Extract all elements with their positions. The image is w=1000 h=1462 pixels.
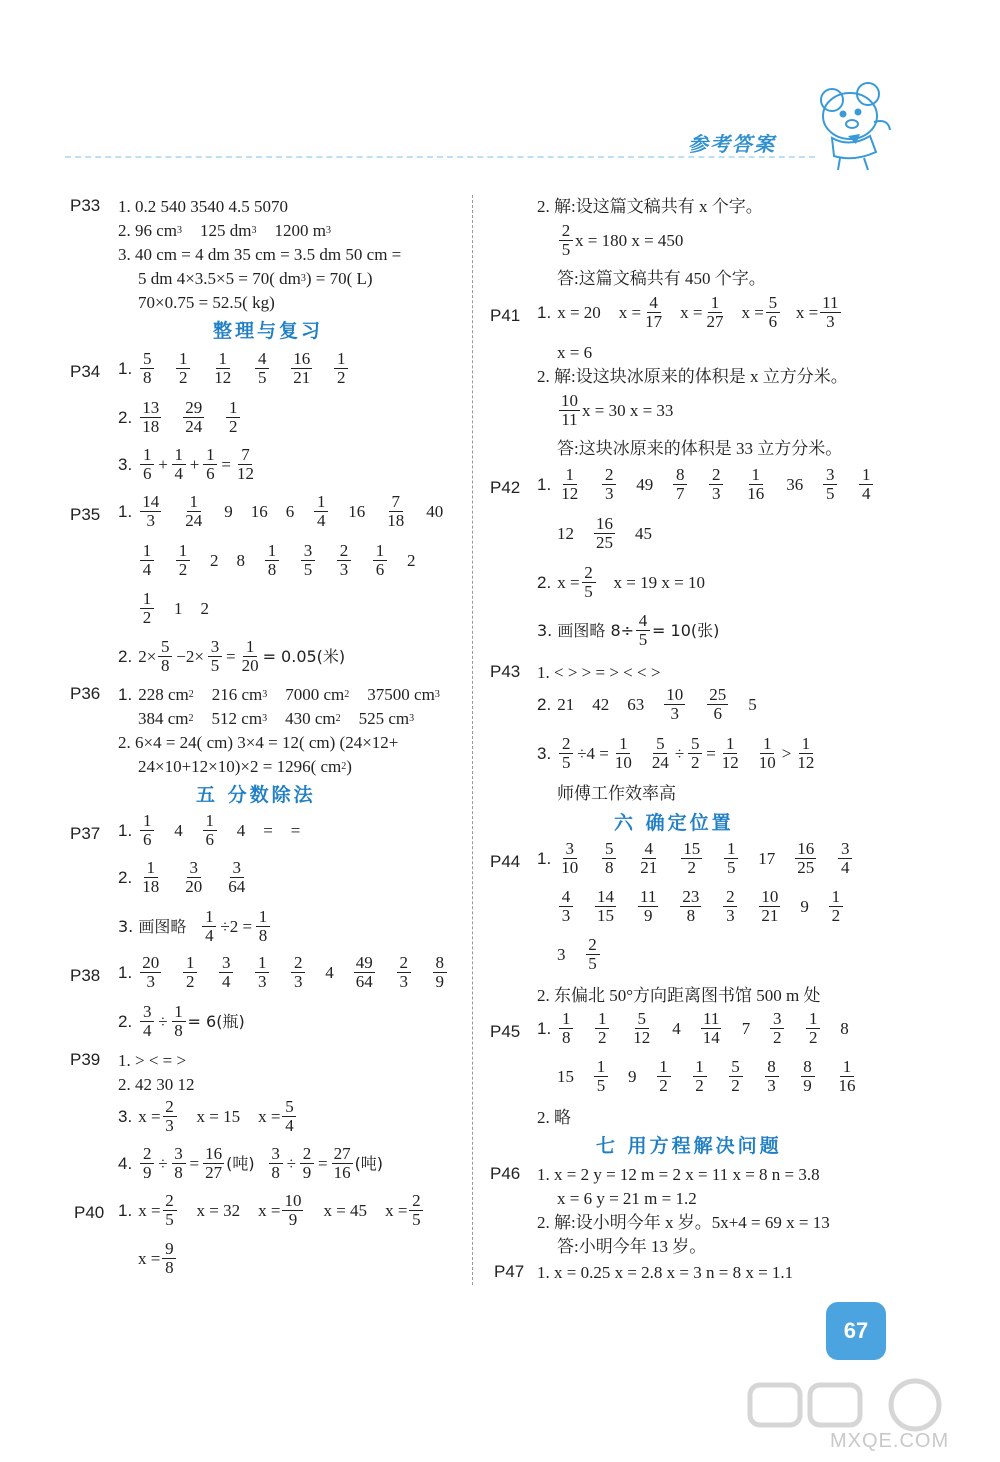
answer-item bbox=[593, 888, 618, 925]
answer-line: 2. $\frac{13}{18}$ $\frac{29}{24}$ $\frac{1}{2}$ bbox=[118, 399, 260, 436]
answer-item bbox=[727, 1058, 745, 1095]
answer-item: 40 bbox=[426, 501, 444, 521]
answer-item: = bbox=[290, 820, 301, 840]
answer-text: = 6(瓶) bbox=[187, 1011, 245, 1031]
answer-item bbox=[181, 399, 206, 436]
fraction: $\frac{3}{5}$ bbox=[823, 466, 837, 503]
answer-line: 1. 0.2 540 3540 4.5 5070 bbox=[118, 197, 288, 216]
answer-item bbox=[557, 466, 582, 503]
answer-item: 9 bbox=[628, 1066, 637, 1086]
answer-item: 8 bbox=[236, 550, 245, 570]
fraction: $\frac{16}{25}$ bbox=[797, 839, 815, 877]
fraction: $\frac{1}{16}$ bbox=[838, 1057, 856, 1095]
page-ref-p33: P33 bbox=[70, 196, 101, 215]
answer-text: x = 32 bbox=[196, 1200, 241, 1220]
answer-item: 2 bbox=[200, 598, 209, 618]
fraction: $\frac{1}{2}$ bbox=[183, 954, 197, 991]
fraction: $\frac{1}{6}$ bbox=[140, 812, 154, 849]
answer-item: 5 bbox=[748, 694, 757, 714]
fraction: $\frac{10}{3}$ bbox=[666, 685, 684, 723]
page-ref-p40: P40 bbox=[74, 1203, 105, 1222]
answer-item bbox=[431, 954, 449, 991]
fraction: $\frac{1}{4}$ bbox=[140, 542, 154, 579]
answer-item bbox=[174, 350, 192, 387]
fraction: $\frac{16}{21}$ bbox=[293, 349, 311, 387]
fraction: $\frac{1}{2}$ bbox=[657, 1058, 671, 1095]
answer-line: 1. x = 20 x = $\frac{4}{17}$ x = $\frac{1}{27}$ x = $\frac{5}{6}$ x = $\frac{11}{3}$ bbox=[537, 293, 839, 331]
fraction: $\frac{2}{3}$ bbox=[602, 466, 616, 503]
header-title: 参考答案 bbox=[688, 132, 776, 156]
page-ref-p36: P36 bbox=[70, 684, 101, 703]
answer-line: 1. $\frac{5}{8}$ $\frac{1}{2}$ $\frac{1}{12}$ $\frac{4}{5}$ $\frac{16}{21}$ $\frac{1}{2}$ bbox=[118, 350, 368, 387]
answer-item bbox=[768, 1010, 786, 1047]
page-ref-p45: P45 bbox=[490, 1022, 521, 1041]
answer-item: 63 bbox=[627, 694, 645, 714]
answer-line bbox=[557, 936, 620, 973]
answer-item bbox=[138, 859, 163, 896]
answer-item: 15 bbox=[557, 1066, 574, 1086]
fraction: $\frac{49}{64}$ bbox=[355, 953, 373, 991]
section-title: 七 用方程解决问题 bbox=[596, 1135, 782, 1157]
answer-item: 228 cm 2 bbox=[138, 685, 194, 704]
answer-line: 1. 228 cm 2 216 cm 3 7000 cm 2 37500 cm 3 bbox=[118, 685, 440, 704]
answer-item bbox=[138, 399, 163, 436]
answer-item: 4 bbox=[325, 962, 334, 982]
answer-text: 2. 96 cm bbox=[118, 221, 178, 240]
fraction: $\frac{7}{12}$ bbox=[236, 445, 254, 483]
answer-item: 216 cm 3 bbox=[211, 685, 268, 704]
fraction: $\frac{1}{8}$ bbox=[265, 542, 279, 579]
answer-line: 5 dm 4×3.5×5 = 70( dm 3 ) = 70( L) bbox=[138, 269, 373, 288]
answer-item bbox=[705, 686, 730, 723]
fraction: $\frac{1}{8}$ bbox=[559, 1010, 573, 1047]
answer-item bbox=[335, 542, 353, 579]
answer-line: 答:这块冰原来的体积是 33 立方分米。 bbox=[557, 439, 843, 458]
fraction: $\frac{1}{2}$ bbox=[693, 1058, 707, 1095]
answer-item bbox=[592, 515, 617, 552]
answer-text: 1200 m bbox=[274, 221, 326, 240]
answer-text: 3. 画图略 8÷ bbox=[537, 620, 635, 640]
answer-line bbox=[138, 590, 227, 627]
fraction: $\frac{23}{8}$ bbox=[682, 887, 700, 925]
answer-line bbox=[138, 542, 434, 579]
answer-item bbox=[138, 812, 156, 849]
answer-line: 2. 42 30 12 bbox=[118, 1075, 195, 1094]
answer-line: 1. x = $\frac{2}{5}$ x = 32 x = $\frac{10}{9}$ x = 45 x = $\frac{2}{5}$ bbox=[118, 1192, 425, 1229]
answer-line: 1. x = 2 y = 12 m = 2 x = 11 x = 8 n = 3.8 bbox=[537, 1165, 820, 1184]
fraction: $\frac{16}{25}$ bbox=[596, 514, 613, 552]
answer-item bbox=[181, 493, 206, 530]
answer-item bbox=[253, 954, 271, 991]
answer-line: 1. x = 0.25 x = 2.8 x = 3 n = 8 x = 1.1 bbox=[537, 1263, 794, 1282]
fraction: $\frac{2}{3}$ bbox=[397, 954, 411, 991]
answer-line: $\frac{10}{11}$ x = 30 x = 33 bbox=[561, 391, 674, 429]
fraction: $\frac{3}{4}$ bbox=[838, 840, 852, 877]
answer-item bbox=[557, 888, 575, 925]
answer-item: 8 bbox=[840, 1018, 849, 1038]
section-title: 整理与复习 bbox=[213, 320, 324, 342]
answer-line: 2. x = $\frac{2}{5}$ x = 19 x = 10 bbox=[537, 563, 705, 601]
answer-item bbox=[655, 1058, 673, 1095]
fraction: $\frac{2}{3}$ bbox=[709, 466, 723, 503]
fraction: $\frac{25}{6}$ bbox=[709, 685, 727, 723]
answer-line: 2. 6×4 = 24( cm) 3×4 = 12( cm) (24×12+ bbox=[118, 733, 399, 752]
watermark-text: MXQE.COM bbox=[830, 1430, 950, 1452]
fraction: $\frac{7}{18}$ bbox=[387, 492, 405, 530]
page-number-badge bbox=[826, 1302, 886, 1360]
fraction: $\frac{5}{8}$ bbox=[602, 840, 616, 877]
answer-item bbox=[671, 466, 689, 503]
answer-item bbox=[827, 888, 845, 925]
answer-text: = 0.05(米) bbox=[262, 646, 346, 666]
fraction: $\frac{2}{3}$ bbox=[337, 542, 351, 579]
answer-item bbox=[138, 954, 163, 991]
answer-item: 17 bbox=[758, 848, 776, 868]
answer-item: = bbox=[263, 820, 273, 840]
fraction: $\frac{1}{4}$ bbox=[314, 493, 328, 530]
answer-item bbox=[371, 542, 389, 579]
answer-line: 1. $\frac{3}{10}$ $\frac{5}{8}$ $\frac{4}{21}$ $\frac{15}{2}$ $\frac{1}{5}$ 17 $\frac{16}{25}$ $\frac{3}{4}$ bbox=[537, 840, 872, 877]
answer-line: 3. 画图略 8÷ $\frac{4}{5}$ = 10(张) bbox=[537, 611, 720, 649]
answer-item bbox=[600, 840, 618, 877]
page-ref-p41: P41 bbox=[490, 306, 521, 325]
answer-line: 2. 21 42 63 $\frac{10}{3}$ $\frac{25}{6}$ 5 bbox=[537, 685, 757, 723]
answer-line bbox=[138, 708, 432, 730]
fraction: $\frac{2}{3}$ bbox=[723, 888, 737, 925]
answer-item bbox=[224, 859, 249, 896]
fraction: $\frac{4}{3}$ bbox=[559, 888, 573, 925]
answer-item bbox=[804, 1010, 822, 1047]
fraction: $\frac{15}{2}$ bbox=[683, 839, 701, 877]
fraction: $\frac{13}{18}$ bbox=[142, 398, 160, 436]
answer-text: x = 45 bbox=[323, 1200, 368, 1220]
bear-mascot-icon bbox=[810, 78, 900, 174]
answer-item bbox=[699, 1010, 724, 1047]
answer-line: x = $\frac{9}{8}$ bbox=[138, 1240, 178, 1277]
page-number: 67 bbox=[843, 1318, 869, 1343]
answer-line: 1. $\frac{20}{3}$ $\frac{1}{2}$ $\frac{3}{4}$ $\frac{1}{3}$ $\frac{2}{3}$ 4 $\frac{49}{64}$ $\frac{2}{3}$ $\frac{8}{9}$ bbox=[118, 954, 467, 991]
answer-text: 125 dm bbox=[200, 221, 252, 240]
section-title: 五 分数除法 bbox=[196, 784, 316, 806]
answer-item bbox=[217, 954, 235, 991]
answer-text: 5 dm 4×3.5×5 = 70( dm bbox=[138, 269, 301, 288]
fraction: $\frac{1}{2}$ bbox=[806, 1010, 820, 1047]
answer-item bbox=[332, 350, 350, 387]
answer-line: x = 6 bbox=[557, 343, 593, 362]
fraction: $\frac{1}{2}$ bbox=[595, 1010, 609, 1047]
answer-item: 9 bbox=[800, 896, 809, 916]
fraction: $\frac{1}{18}$ bbox=[142, 858, 160, 896]
answer-item: 2 bbox=[210, 550, 219, 570]
answer-text: x = 30 x = 33 bbox=[582, 400, 674, 420]
answer-item: 512 cm 3 bbox=[211, 709, 268, 728]
answer-item bbox=[210, 350, 235, 387]
answer-item: 16 bbox=[348, 501, 366, 521]
answer-item bbox=[722, 840, 740, 877]
fraction: $\frac{1}{4}$ bbox=[172, 446, 186, 483]
fraction: $\frac{3}{20}$ bbox=[185, 858, 203, 896]
answer-line: 4. $\frac{2}{9}$ ÷ $\frac{3}{8}$ = $\frac{16}{27}$ (吨) $\frac{3}{8}$ ÷ $\frac{2}{9}$ = $\frac{27}{16}$ (吨) bbox=[118, 1144, 384, 1182]
answer-item bbox=[138, 542, 156, 579]
answer-item bbox=[593, 1010, 611, 1047]
fraction: $\frac{4}{5}$ bbox=[255, 350, 269, 387]
answer-item bbox=[557, 840, 582, 877]
answer-item bbox=[289, 350, 314, 387]
fraction: $\frac{14}{3}$ bbox=[142, 492, 160, 530]
answer-item bbox=[395, 954, 413, 991]
answer-line: 2. $\frac{3}{4}$ ÷ $\frac{1}{8}$ = 6(瓶) bbox=[118, 1002, 245, 1040]
fraction: $\frac{11}{9}$ bbox=[640, 887, 657, 925]
page-ref-p42: P42 bbox=[490, 478, 521, 497]
answer-item bbox=[629, 1010, 654, 1047]
fraction: $\frac{3}{5}$ bbox=[301, 542, 315, 579]
answer-item bbox=[138, 493, 163, 530]
answer-item bbox=[636, 888, 660, 925]
page-ref-p46: P46 bbox=[490, 1164, 521, 1183]
answer-item: 9 bbox=[224, 501, 233, 521]
answer-item: 21 bbox=[557, 694, 575, 714]
answer-item: 525 cm 3 bbox=[358, 709, 415, 728]
fraction: $\frac{14}{15}$ bbox=[597, 887, 614, 925]
answer-item: 12 bbox=[557, 523, 574, 543]
answer-line: 答:小明今年 13 岁。 bbox=[557, 1237, 707, 1256]
answer-item: 1 bbox=[174, 598, 183, 618]
answer-line: 2. 2× $\frac{5}{8}$ −2× $\frac{3}{5}$ = $\frac{1}{20}$ = 0.05(米) bbox=[118, 637, 346, 675]
answer-item bbox=[743, 466, 768, 503]
page-ref-p38: P38 bbox=[70, 966, 101, 985]
answer-line: 2. $\frac{1}{18}$ $\frac{3}{20}$ $\frac{3}{64}$ bbox=[118, 859, 267, 896]
fraction: $\frac{4}{21}$ bbox=[640, 839, 658, 877]
section-title: 六 确定位置 bbox=[614, 812, 734, 834]
fraction: $\frac{1}{12}$ bbox=[214, 349, 232, 387]
answer-line: 1. $\frac{1}{8}$ $\frac{1}{2}$ $\frac{5}{12}$ 4 $\frac{11}{14}$ 7 $\frac{3}{2}$ $\frac{1}{2}$ 8 bbox=[537, 1009, 849, 1047]
page-ref-p35: P35 bbox=[70, 505, 101, 524]
fraction: $\frac{1}{2}$ bbox=[176, 542, 190, 579]
answer-item: 384 cm 2 bbox=[138, 709, 194, 728]
answer-item bbox=[263, 542, 281, 579]
answer-line: x = 6 y = 21 m = 1.2 bbox=[557, 1189, 697, 1208]
fraction: $\frac{1}{2}$ bbox=[334, 350, 348, 387]
fraction: $\frac{8}{9}$ bbox=[801, 1058, 815, 1095]
answer-line: 2. 解:设这篇文稿共有 x 个字。 bbox=[537, 197, 763, 216]
fraction: $\frac{3}{2}$ bbox=[770, 1010, 784, 1047]
answer-text: (吨) bbox=[226, 1153, 255, 1173]
answer-item bbox=[592, 1058, 610, 1095]
answer-item bbox=[857, 466, 875, 503]
answer-item bbox=[679, 840, 704, 877]
answer-item bbox=[383, 493, 408, 530]
answer-item: 7 bbox=[741, 1018, 751, 1038]
answer-item: 4 bbox=[174, 820, 183, 840]
page-ref-p43: P43 bbox=[490, 662, 521, 681]
answer-line bbox=[557, 515, 670, 552]
fraction: $\frac{1}{2}$ bbox=[829, 888, 843, 925]
page-ref-p47: P47 bbox=[494, 1262, 525, 1281]
answer-item: 16 bbox=[250, 501, 268, 521]
answer-line: 1. < > > = > < < > bbox=[537, 663, 661, 682]
page-ref-p34: P34 bbox=[70, 362, 101, 381]
fraction: $\frac{1}{5}$ bbox=[724, 840, 738, 877]
fraction: $\frac{3}{64}$ bbox=[228, 858, 246, 896]
answer-line: 3. 画图略 $\frac{1}{4}$ ÷2 = $\frac{1}{8}$ bbox=[118, 908, 272, 945]
answer-item bbox=[707, 466, 725, 503]
page-ref-p37: P37 bbox=[70, 824, 101, 843]
fraction: $\frac{29}{24}$ bbox=[185, 398, 203, 436]
fraction: $\frac{1}{4}$ bbox=[859, 466, 873, 503]
answer-item bbox=[181, 954, 199, 991]
answer-line: 2. 略 bbox=[537, 1108, 571, 1127]
answer-item: 36 bbox=[786, 474, 804, 494]
answer-item bbox=[763, 1058, 781, 1095]
answer-line: 3. $\frac{2}{5}$ ÷4 = $\frac{1}{10}$ $\frac{5}{24}$ ÷ $\frac{5}{2}$ = $\frac{1}{12}$ $\frac{1}{10}$ > $\frac{1}{12}$ bbox=[537, 734, 815, 772]
answer-text: 3. 画图略 bbox=[118, 916, 187, 936]
fraction: $\frac{1}{5}$ bbox=[594, 1058, 608, 1095]
fraction: $\frac{8}{7}$ bbox=[673, 466, 687, 503]
answer-text: 24×10+12×10)×2 = 1296( cm bbox=[138, 757, 342, 776]
answer-item bbox=[636, 840, 661, 877]
fraction: $\frac{1}{6}$ bbox=[203, 446, 217, 483]
answer-text: = 10(张) bbox=[652, 620, 720, 640]
fraction: $\frac{2}{3}$ bbox=[291, 954, 305, 991]
answer-line bbox=[557, 888, 863, 925]
answer-item bbox=[835, 1058, 860, 1095]
answer-item bbox=[224, 399, 242, 436]
answer-item bbox=[352, 954, 377, 991]
answer-item bbox=[793, 840, 818, 877]
fraction: $\frac{3}{10}$ bbox=[561, 839, 579, 877]
answer-item bbox=[201, 812, 219, 849]
answer-item: 3 bbox=[557, 944, 566, 964]
answer-item bbox=[721, 888, 739, 925]
answer-line: 2. 东偏北 50°方向距离图书馆 500 m 处 bbox=[537, 986, 821, 1005]
answer-line: 1. > < = > bbox=[118, 1051, 187, 1070]
fraction: $\frac{1}{6}$ bbox=[373, 542, 387, 579]
fraction: $\frac{8}{9}$ bbox=[433, 954, 447, 991]
answer-item bbox=[181, 859, 206, 896]
fraction: $\frac{1}{6}$ bbox=[203, 812, 217, 849]
answer-line: $\frac{2}{5}$ x = 180 x = 450 bbox=[557, 222, 683, 259]
answer-line bbox=[557, 1058, 878, 1095]
fraction: $\frac{8}{3}$ bbox=[765, 1058, 779, 1095]
answer-item: 2 bbox=[407, 550, 416, 570]
answer-item bbox=[289, 954, 307, 991]
fraction: $\frac{1}{3}$ bbox=[255, 954, 269, 991]
fraction: $\frac{1}{24}$ bbox=[185, 492, 203, 530]
fraction: $\frac{11}{14}$ bbox=[702, 1009, 720, 1047]
answer-line: 3. $\frac{1}{6}$ + $\frac{1}{4}$ + $\frac{1}{6}$ = $\frac{7}{12}$ bbox=[118, 445, 254, 483]
answer-line: 师傅工作效率高 bbox=[557, 784, 676, 803]
answer-item bbox=[312, 493, 330, 530]
fraction: $\frac{5}{12}$ bbox=[633, 1009, 651, 1047]
answer-item bbox=[557, 1010, 575, 1047]
answer-item: 7000 cm 2 bbox=[285, 685, 350, 704]
answer-item: 37500 cm 3 bbox=[367, 685, 440, 704]
answer-text: x = 180 x = 450 bbox=[575, 230, 684, 250]
answer-text: ) = 70( L) bbox=[305, 269, 373, 288]
answer-item bbox=[138, 590, 156, 627]
answer-item bbox=[836, 840, 854, 877]
fraction: $\frac{1}{2}$ bbox=[140, 590, 154, 627]
fraction: $\frac{3}{4}$ bbox=[219, 954, 233, 991]
answer-item bbox=[678, 888, 703, 925]
answer-item bbox=[138, 350, 156, 387]
answer-line: 1. $\frac{1}{6}$ 4 $\frac{1}{6}$ 4 = = bbox=[118, 811, 301, 849]
page-ref-p44: P44 bbox=[490, 852, 521, 871]
answer-item: 42 bbox=[592, 694, 610, 714]
answer-line: 3. x = $\frac{2}{3}$ x = 15 x = $\frac{5}{4}$ bbox=[118, 1098, 298, 1135]
fraction: $\frac{5}{2}$ bbox=[729, 1058, 743, 1095]
answer-item bbox=[299, 542, 317, 579]
answer-item bbox=[821, 466, 839, 503]
page-ref-p39: P39 bbox=[70, 1050, 101, 1069]
fraction: $\frac{1}{2}$ bbox=[176, 350, 190, 387]
answer-item bbox=[757, 888, 782, 925]
answer-item: 4 bbox=[236, 820, 246, 840]
fraction: $\frac{1}{16}$ bbox=[747, 465, 765, 503]
answer-item bbox=[600, 466, 618, 503]
answer-text: (吨) bbox=[354, 1153, 384, 1173]
answer-line: 24×10+12×10)×2 = 1296( cm 2 ) bbox=[138, 757, 352, 776]
answer-item: 4 bbox=[672, 1018, 681, 1038]
answer-item bbox=[174, 542, 192, 579]
answer-item: 45 bbox=[635, 523, 652, 543]
answer-line: 70×0.75 = 52.5( kg) bbox=[138, 293, 275, 312]
answer-text: x = 20 bbox=[557, 302, 601, 322]
answer-line: 1. $\frac{14}{3}$ $\frac{1}{24}$ 9 16 6 $\frac{1}{4}$ 16 $\frac{7}{18}$ 40 bbox=[118, 492, 444, 530]
answer-line: 2. 解:设小明今年 x 岁。5x+4 = 69 x = 13 bbox=[537, 1213, 830, 1232]
answer-line: 答:这篇文稿共有 450 个字。 bbox=[557, 269, 766, 288]
answer-line: 1. $\frac{1}{12}$ $\frac{2}{3}$ 49 $\frac{8}{7}$ $\frac{2}{3}$ $\frac{1}{16}$ 36 $\frac{3}{5}$ $\frac{1}{4}$ bbox=[537, 466, 893, 503]
answer-item bbox=[691, 1058, 709, 1095]
answer-line: 3. 40 cm = 4 dm 35 cm = 3.5 dm 50 cm = bbox=[118, 245, 402, 264]
answer-item bbox=[662, 686, 687, 723]
fraction: $\frac{2}{5}$ bbox=[586, 936, 600, 973]
fraction: $\frac{20}{3}$ bbox=[142, 953, 160, 991]
fraction: $\frac{1}{2}$ bbox=[226, 399, 240, 436]
answer-item: 49 bbox=[636, 474, 654, 494]
fraction: $\frac{5}{8}$ bbox=[140, 350, 154, 387]
column-divider bbox=[472, 195, 473, 1285]
fraction: $\frac{1}{6}$ bbox=[140, 446, 154, 483]
answer-line: 2. 解:设这块冰原来的体积是 x 立方分米。 bbox=[537, 367, 848, 386]
answer-line: 2. 96 cm 3 125 dm 3 1200 m 3 bbox=[118, 221, 331, 240]
answer-item bbox=[799, 1058, 817, 1095]
fraction: $\frac{10}{21}$ bbox=[761, 887, 779, 925]
answer-item: 430 cm 2 bbox=[285, 709, 341, 728]
answer-item bbox=[584, 936, 602, 973]
answer-item: 6 bbox=[285, 501, 295, 521]
header-rule bbox=[65, 156, 815, 158]
answer-item bbox=[253, 350, 271, 387]
fraction: $\frac{1}{12}$ bbox=[561, 465, 579, 503]
answer-text: x = 19 x = 10 bbox=[613, 572, 705, 592]
